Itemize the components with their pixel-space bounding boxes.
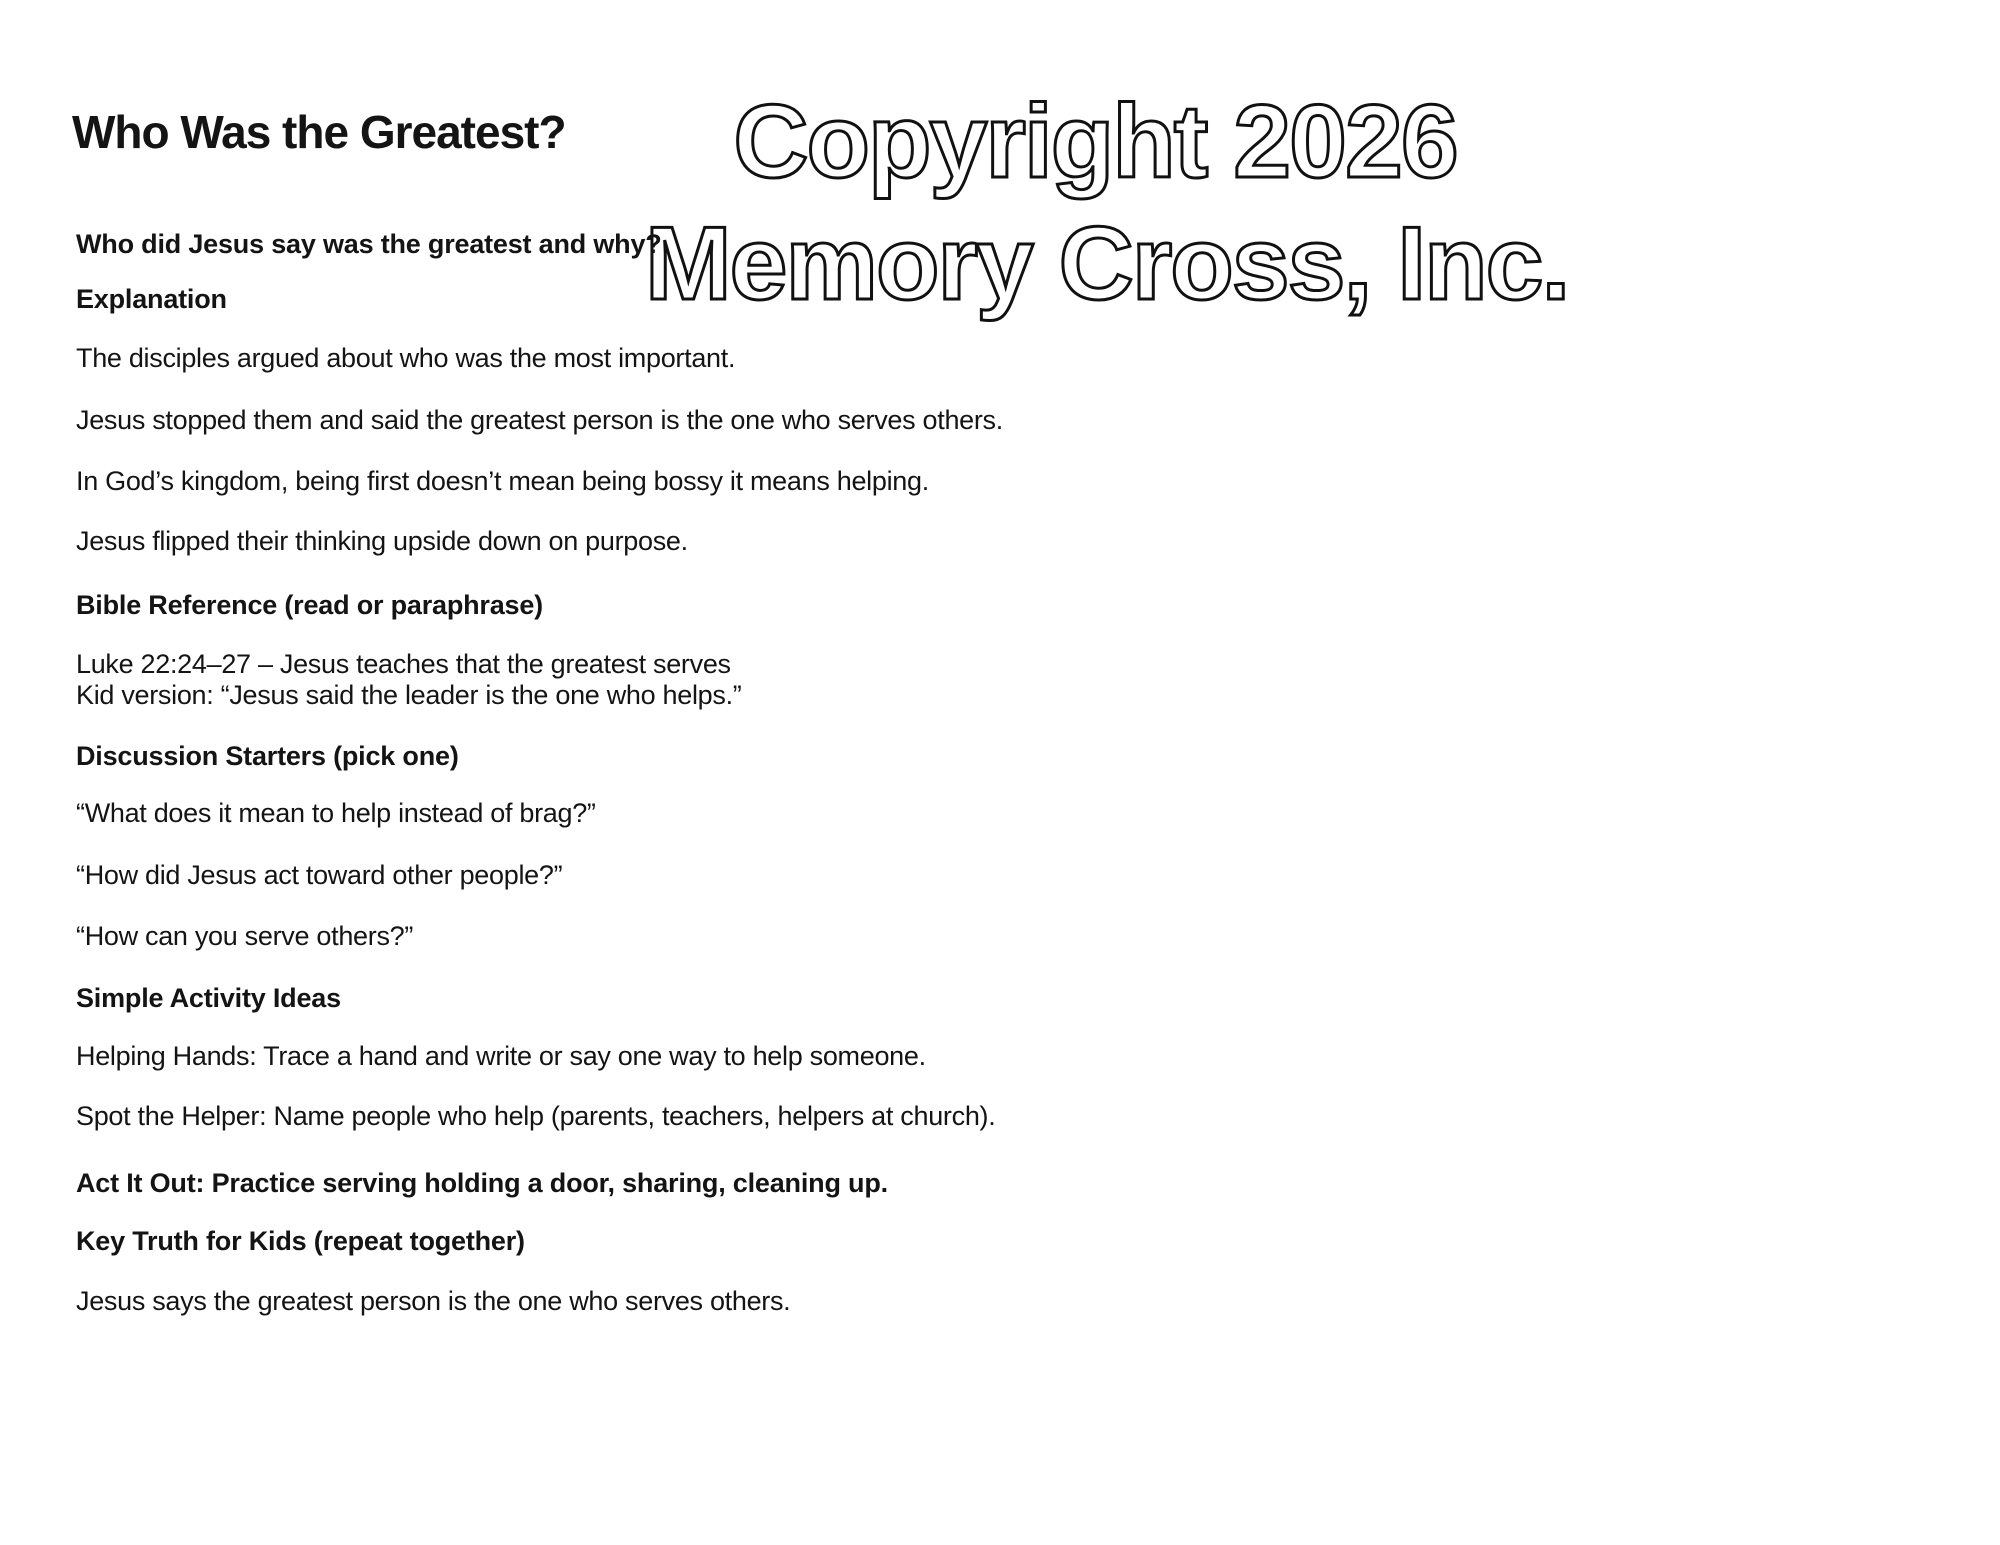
section-heading-bible-reference: Bible Reference (read or paraphrase) [76, 590, 543, 620]
paragraph: Kid version: “Jesus said the leader is the one who helps.” [76, 680, 742, 710]
paragraph: Spot the Helper: Name people who help (parents, teachers, helpers at church). [76, 1101, 996, 1131]
paragraph: The disciples argued about who was the most important. [76, 343, 736, 373]
section-heading-simple-activity-ideas: Simple Activity Ideas [76, 983, 341, 1013]
copyright-watermark-line2: Memory Cross, Inc. [645, 206, 1569, 322]
page-title: Who Was the Greatest? [72, 106, 566, 158]
paragraph: “How can you serve others?” [76, 921, 414, 951]
paragraph: Jesus stopped them and said the greatest person is the one who serves others. [76, 405, 1003, 435]
intro-question: Who did Jesus say was the greatest and why? [76, 229, 662, 259]
paragraph: Jesus flipped their thinking upside down on purpose. [76, 526, 688, 556]
paragraph: Helping Hands: Trace a hand and write or say one way to help someone. [76, 1041, 926, 1071]
paragraph: “How did Jesus act toward other people?” [76, 860, 563, 890]
paragraph: Jesus says the greatest person is the one who serves others. [76, 1286, 791, 1316]
section-heading-key-truth: Key Truth for Kids (repeat together) [76, 1226, 525, 1256]
paragraph: “What does it mean to help instead of brag?” [76, 798, 596, 828]
section-heading-discussion-starters: Discussion Starters (pick one) [76, 741, 459, 771]
paragraph: Luke 22:24–27 – Jesus teaches that the greatest serves [76, 649, 731, 679]
copyright-watermark [645, 81, 1569, 325]
section-heading-explanation: Explanation [76, 284, 227, 314]
copyright-watermark-line1: Copyright 2026 [733, 84, 1457, 200]
paragraph: In God’s kingdom, being first doesn’t mean being bossy it means helping. [76, 466, 929, 496]
section-heading-act-it-out: Act It Out: Practice serving holding a door, sharing, cleaning up. [76, 1168, 888, 1198]
